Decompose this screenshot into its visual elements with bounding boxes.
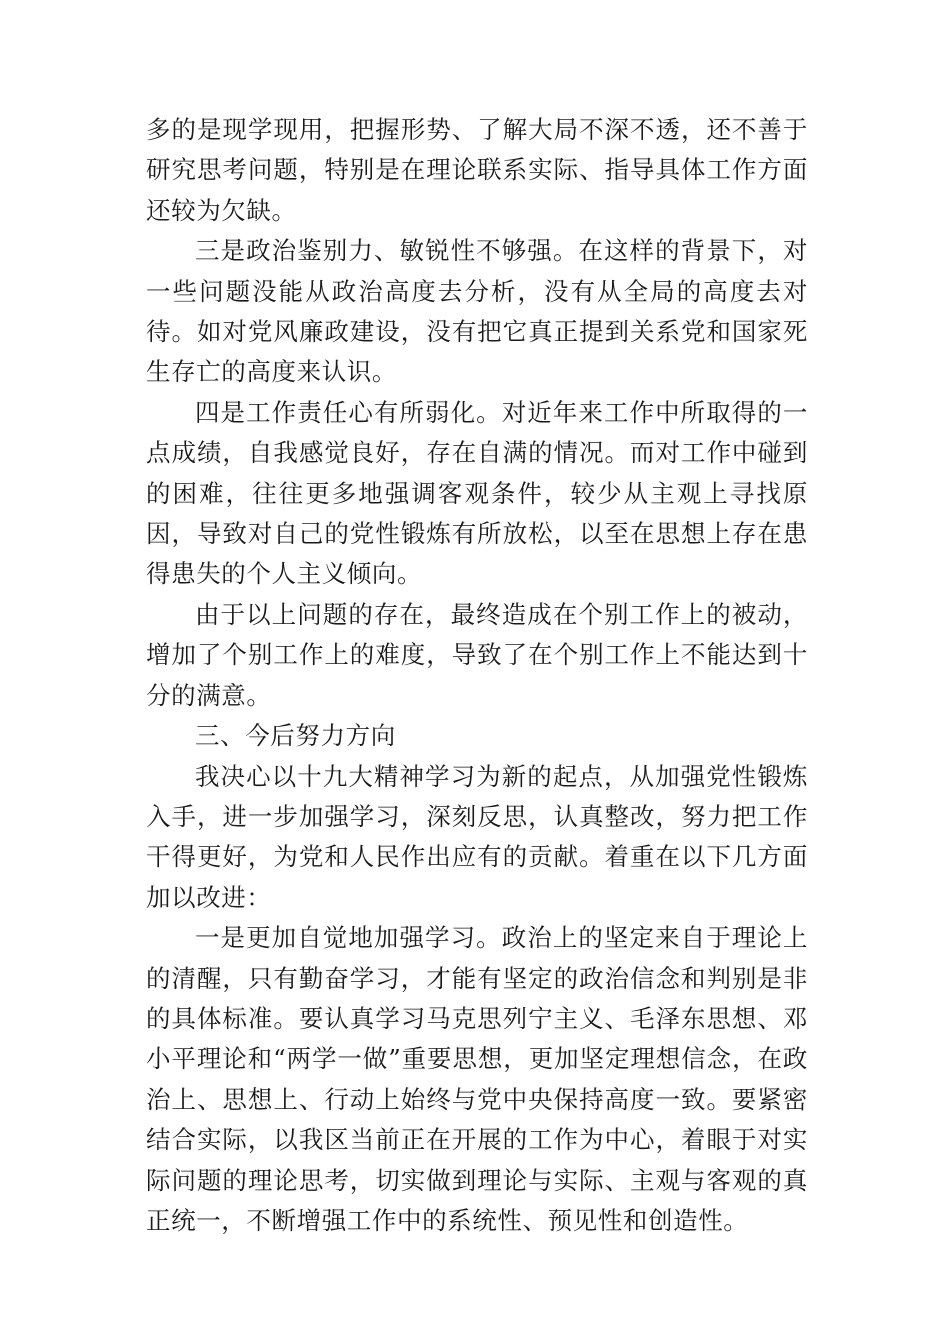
document-body xyxy=(146,110,808,1241)
paragraph-strengthen-study: 一是更加自觉地加强学习。政治上的坚定来自于理论上的清醒，只有勤奋学习，才能有坚定的政治信念和判别是非的具体标准。要认真学习马克思列宁主义、毛泽东思想、邓小平理论和“两学一做”重要思想，更加坚定理想信念，在政治上、思想上、行动上始终与党中央保持高度一致。要紧密结合实际，以我区当前正在开展的工作为中心，着眼于对实际问题的理论思考，切实做到理论与实际、主观与客观的真正统一，不断增强工作中的系统性、预见性和创造性。 xyxy=(146,923,808,1235)
paragraph-continuation: 多的是现学现用，把握形势、了解大局不深不透，还不善于研究思考问题，特别是在理论联系实际、指导具体工作方面还较为欠缺。 xyxy=(146,115,808,225)
paragraph-resolution: 我决心以十九大精神学习为新的起点，从加强党性锻炼入手，进一步加强学习，深刻反思，认真整改，努力把工作干得更好，为党和人民作出应有的贡献。着重在以下几方面加以改进： xyxy=(146,761,808,912)
paragraph-political-sensitivity: 三是政治鉴别力、敏锐性不够强。在这样的背景下，对一些问题没能从政治高度去分析，没有从全局的高度去对待。如对党风廉政建设，没有把它真正提到关系党和国家死生存亡的高度来认识。 xyxy=(146,236,808,387)
paragraph-work-responsibility: 四是工作责任心有所弱化。对近年来工作中所取得的一点成绩，自我感觉良好，存在自满的情况。而对工作中碰到的困难，往往更多地强调客观条件，较少从主观上寻找原因，导致对自己的党性锻炼有所放松，以至在思想上存在患得患失的个人主义倾向。 xyxy=(146,397,808,589)
paragraph-consequences: 由于以上问题的存在，最终造成在个别工作上的被动，增加了个别工作上的难度，导致了在个别工作上不能达到十分的满意。 xyxy=(146,599,808,710)
section-heading-future-direction: 三、今后努力方向 xyxy=(195,721,396,751)
